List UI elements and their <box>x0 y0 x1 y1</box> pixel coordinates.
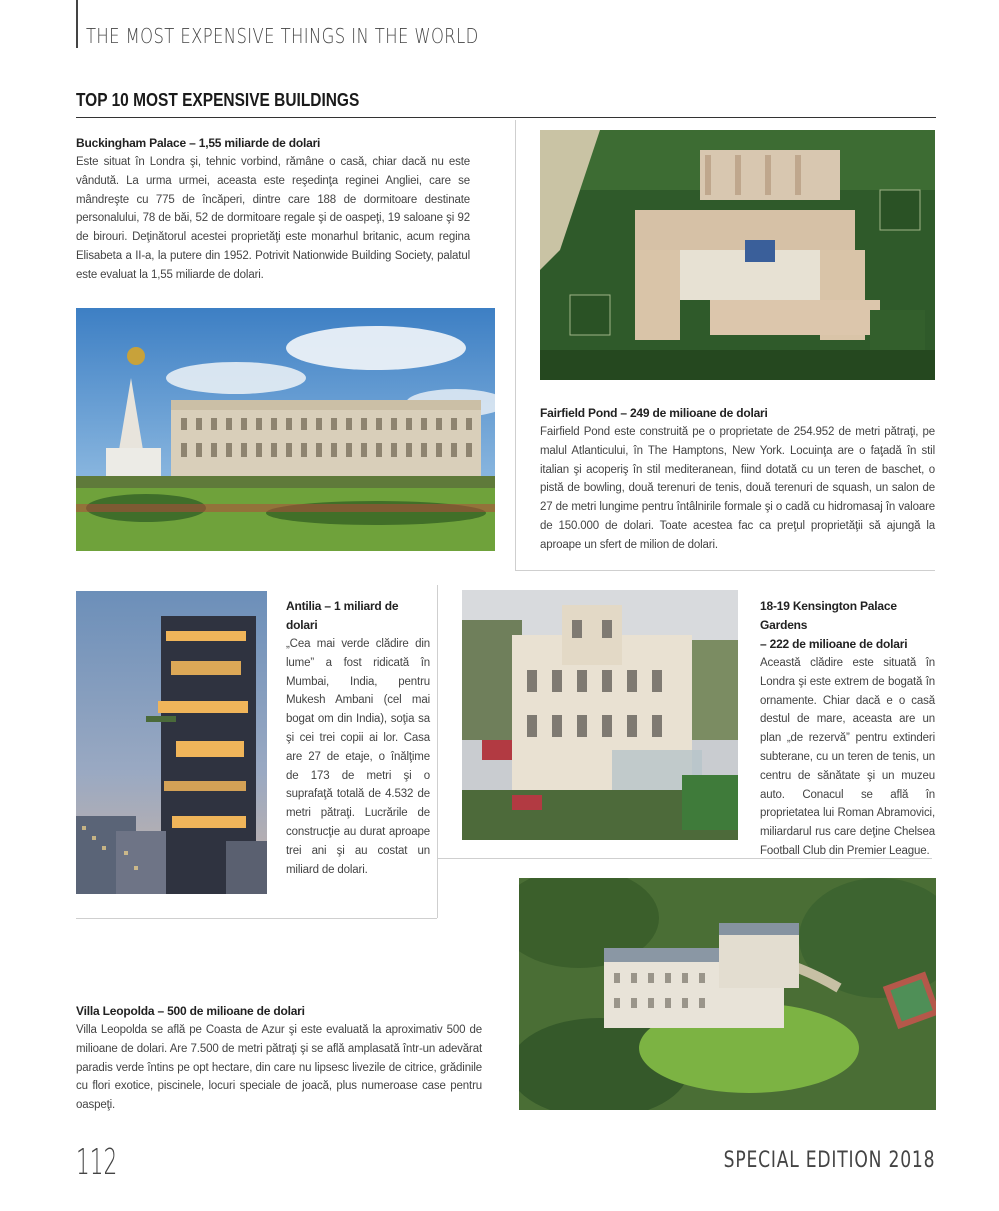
column-divider-top <box>515 120 516 570</box>
article-leopolda <box>76 1002 482 1115</box>
photo-buckingham-palace <box>76 308 495 551</box>
edition-label: SPECIAL EDITION 2018 <box>723 1148 935 1173</box>
article-kensington <box>760 597 935 861</box>
article-body: Fairfield Pond este construită pe o proprietate de 254.952 de metri pătraţi, pe malul Atlanticului, în The Hamptons, New York. Locuinţa are o faţadă în stil italian şi acoperiş în stil mediteranean, fiind dotată cu un teren de baschet, o pistă de bowling, două terenuri de tenis, două terenuri de squash, un salon de 27 de metri lungime pentru întâlnirile formale şi o cadă cu hidromasaj în valoare de 150.000 de dolari. Toate acestea fac ca preţul proprietăţii să ajungă la aproape un sfert de milion de dolari. <box>540 426 935 551</box>
article-heading: Villa Leopolda – 500 de milioane de dolari <box>76 1004 305 1018</box>
photo-fairfield-pond <box>540 130 935 380</box>
section-title: TOP 10 MOST EXPENSIVE BUILDINGS <box>76 90 360 110</box>
section-title-rule <box>76 117 936 118</box>
article-buckingham <box>76 134 470 285</box>
article-body: Este situat în Londra şi, tehnic vorbind, rămâne o casă, chiar dacă nu este vândută. La urma urmei, aceasta este reşedinţa reginei Angliei, care se mândreşte cu 775 de încăperi, dintre care 188 de dormitoare destinate personalului, 78 de băi, 52 de dormitoare regale şi de oaspeţi, 19 saloane şi 92 de birouri. Deţinătorul acestei proprietăţi este monarhul britanic, acum regina Elisabeta a II-a, la putere din 1952. Potrivit Nationwide Building Society, palatul este evaluat la 1,55 miliarde de dolari. <box>76 156 470 281</box>
column-divider-middle <box>437 585 438 918</box>
article-heading: Antilia – 1 miliard de dolari <box>286 599 399 632</box>
article-body: „Cea mai verde clădire din lume” a fost ridicată în Mumbai, India, pentru Mukesh Ambani (cel mai bogat om din India), soţia sa şi cei trei copii ai lor. Casa are 27 de etaje, o înălţime de 173 de metri şi o suprafaţă totală de 4.532 de metri pătraţi. Lucrările de construcţie au durat aproape trei ani şi au costat un miliard de dolari. <box>286 638 430 876</box>
article-heading: Buckingham Palace – 1,55 miliarde de dolari <box>76 136 321 150</box>
row-divider-top <box>515 570 935 571</box>
photo-antilia <box>76 591 267 894</box>
article-antilia <box>286 597 430 879</box>
article-body: Această clădire este situată în Londra şi este extrem de bogată în ornamente. Chiar dacă e o casă destul de mare, aceasta are un plan „de rezervă” pentru extinderi subterane, cu un teren de tenis, un centru de sănătate şi un muzeu auto. Conacul se află în proprietatea lui Roman Abramovici, miliardarul rus care deţine Chelsea Football Club din Premier League. <box>760 657 935 857</box>
running-head: THE MOST EXPENSIVE THINGS IN THE WORLD <box>86 24 479 48</box>
photo-kensington-palace-gardens <box>462 590 738 840</box>
row-divider-middle-left <box>76 918 437 919</box>
article-heading: Fairfield Pond – 249 de milioane de dolari <box>540 406 768 420</box>
article-heading-line2: – 222 de milioane de dolari <box>760 637 908 651</box>
photo-villa-leopolda <box>519 878 936 1110</box>
page-number: 112 <box>76 1142 118 1183</box>
article-heading-line1: 18-19 Kensington Palace Gardens <box>760 599 897 632</box>
article-body: Villa Leopolda se află pe Coasta de Azur şi este evaluată la aproximativ 500 de milioane de dolari. Are 7.500 de metri pătraţi şi se află amplasată într-un adevărat paradis verde întins pe opt hectare, din care nu lipsesc livezile de citrice, grădinile cu flori exotice, piscinele, locuri speciale de joacă, plus numeroase case pentru oaspeţi. <box>76 1024 482 1112</box>
header-vertical-rule <box>76 0 78 48</box>
article-fairfield <box>540 404 935 555</box>
